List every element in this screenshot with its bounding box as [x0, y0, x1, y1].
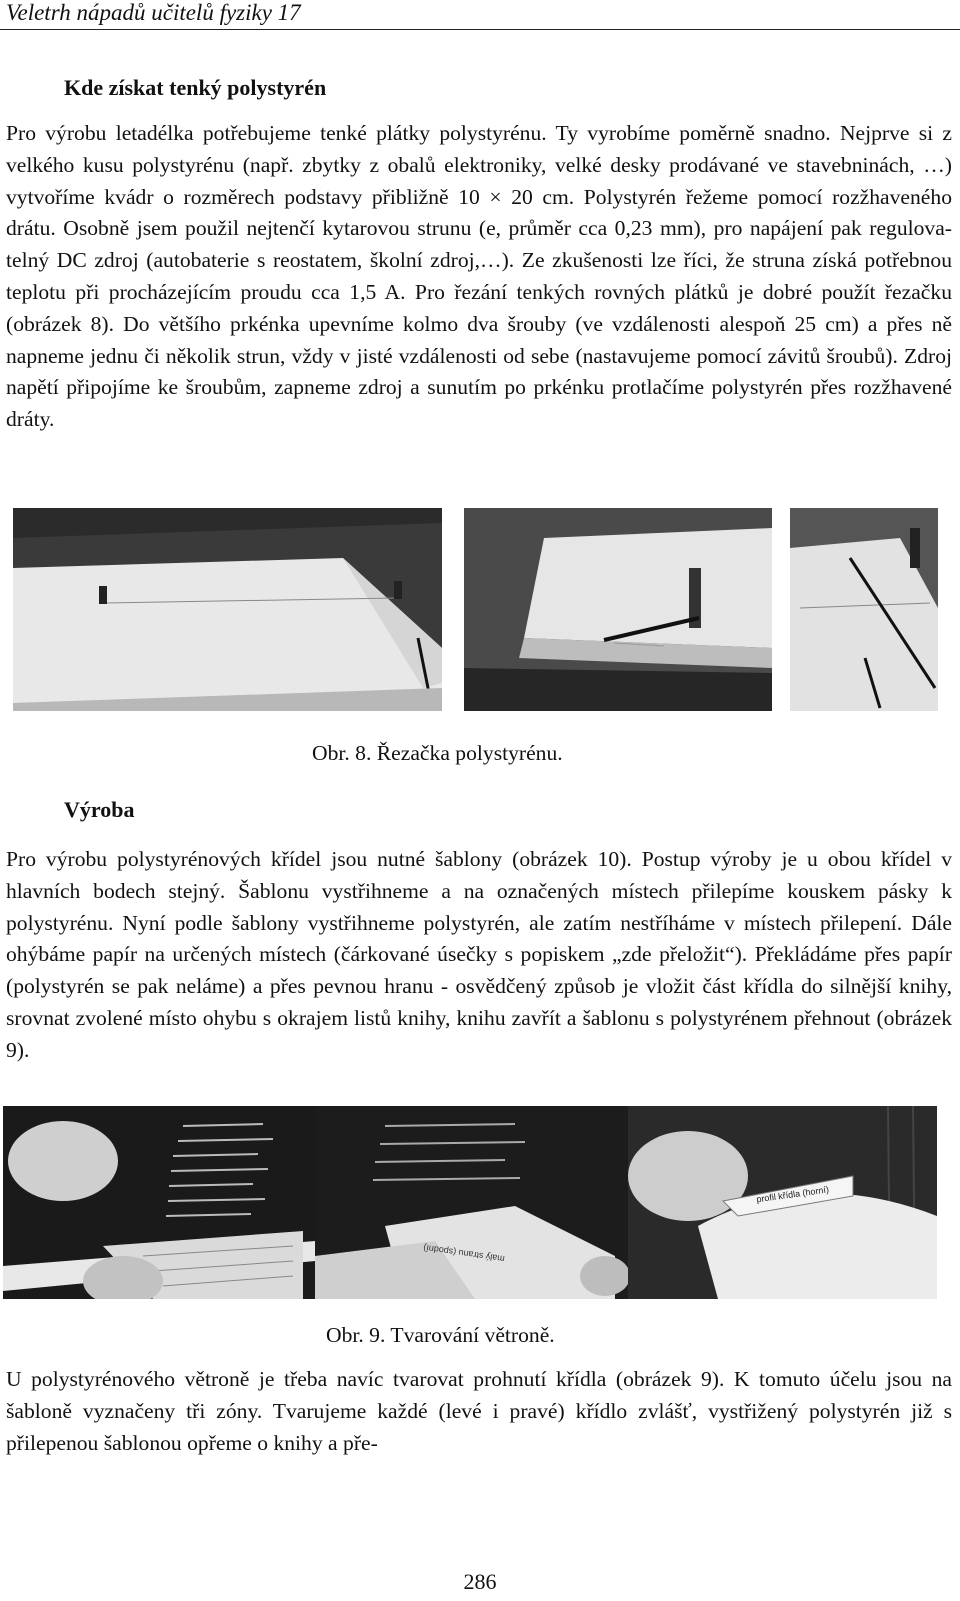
figure9-caption: Obr. 9. Tvarování větroně.: [326, 1323, 555, 1347]
running-head-title: Veletrh nápadů učitelů fyziky 17: [6, 0, 301, 25]
paragraph-wing-bending: U polystyrénového větroně je třeba navíc tvarovat prohnutí křídla (obrázek 9). K tomuto účelu jsou na šabloně vyznačeny tři zóny. Tvarujeme každé (levé i pravé) křídlo zvlášť, vystřižený polystyrén již s přilepenou šablonou opřeme o knihy a pře-: [6, 1367, 952, 1455]
figure8-photo-screw-closeup: [464, 508, 772, 711]
figure8-caption: Obr. 8. Řezačka polystyrénu.: [312, 741, 563, 765]
figure8-photo-wire-detail: [790, 508, 938, 711]
section-heading-production: Výroba: [64, 797, 135, 822]
section-heading-polystyrene: Kde získat tenký polystyrén: [64, 75, 327, 100]
paragraph-polystyrene: Pro výrobu letadélka potřebujeme tenké plátky polystyrénu. Ty vyrobíme poměrně snadno. Nejprve si z velkého kusu polystyrénu (např. zbytky z obalů elektroniky, velké desky prodávané ve stavebninách, …) vytvoříme kvádr o rozměrech podstavy přibližně 10 × 20 cm. Polystyrén řežeme pomocí rozžhaveného drátu. Osobně jsem použil nejtenčí kytarovou strunu (e, průměr cca 0,23 mm), pro napájení pak regulovatelný DC zdroj (autobaterie s reostatem, školní zdroj,…). Ze zkušenosti lze říci, že struna získá potřebnou teplotu při procházejícím proudu cca 1,5 A. Pro řezání tenkých rovných plátků je dobré použít řezačku (obrázek 8). Do většího prkénka upevníme kolmo dva šrouby (ve vzdálenosti alespoň 25 cm) a přes ně napneme jednu či několik strun, vždy v jisté vzdálenosti od sebe (nastavujeme pomocí závitů šroubů). Zdroj napětí připojíme ke šroubům, zapneme zdroj a sunutím po prkénku protlačíme polystyrén přes rozžhavené dráty.: [6, 121, 952, 432]
figure8-photo-board-with-wire: [13, 508, 442, 711]
figure9-photo-book-fold: [3, 1106, 315, 1299]
paragraph-production: Pro výrobu polystyrénových křídel jsou nutné šablony (obrázek 10). Postup výroby je u obou křídel v hlavních bodech stejný. Šablonu vystřihneme a na označených místech přilepíme kouskem pásky k polystyrénu. Nyní podle šablony vystřihneme polystyrén, ale zatím nestříháme v místech přilepení. Dále ohýbáme papír na určených místech (čárkované úsečky s popiskem „zde přeložit“). Překládáme přes papír (polystyrén se pak neláme) a přes pevnou hranu - osvědčený způsob je vložit část křídla do silnější knihy, srovnat zvolené místo ohybu s okrajem listů knihy, knihu zavřít a šablonu s polystyrénem přehnout (obrázek 9).: [6, 847, 952, 1062]
page-number: 286: [463, 1569, 497, 1594]
running-head: [0, 0, 960, 30]
figure9-photo2-label: malý stranu (spodní): [422, 1242, 506, 1265]
figure9-photo3-label: profil křídla (horní): [755, 1184, 830, 1205]
figure9-photo-wing-profile: [628, 1106, 937, 1299]
figure9-photo-template-fold: [315, 1106, 628, 1299]
